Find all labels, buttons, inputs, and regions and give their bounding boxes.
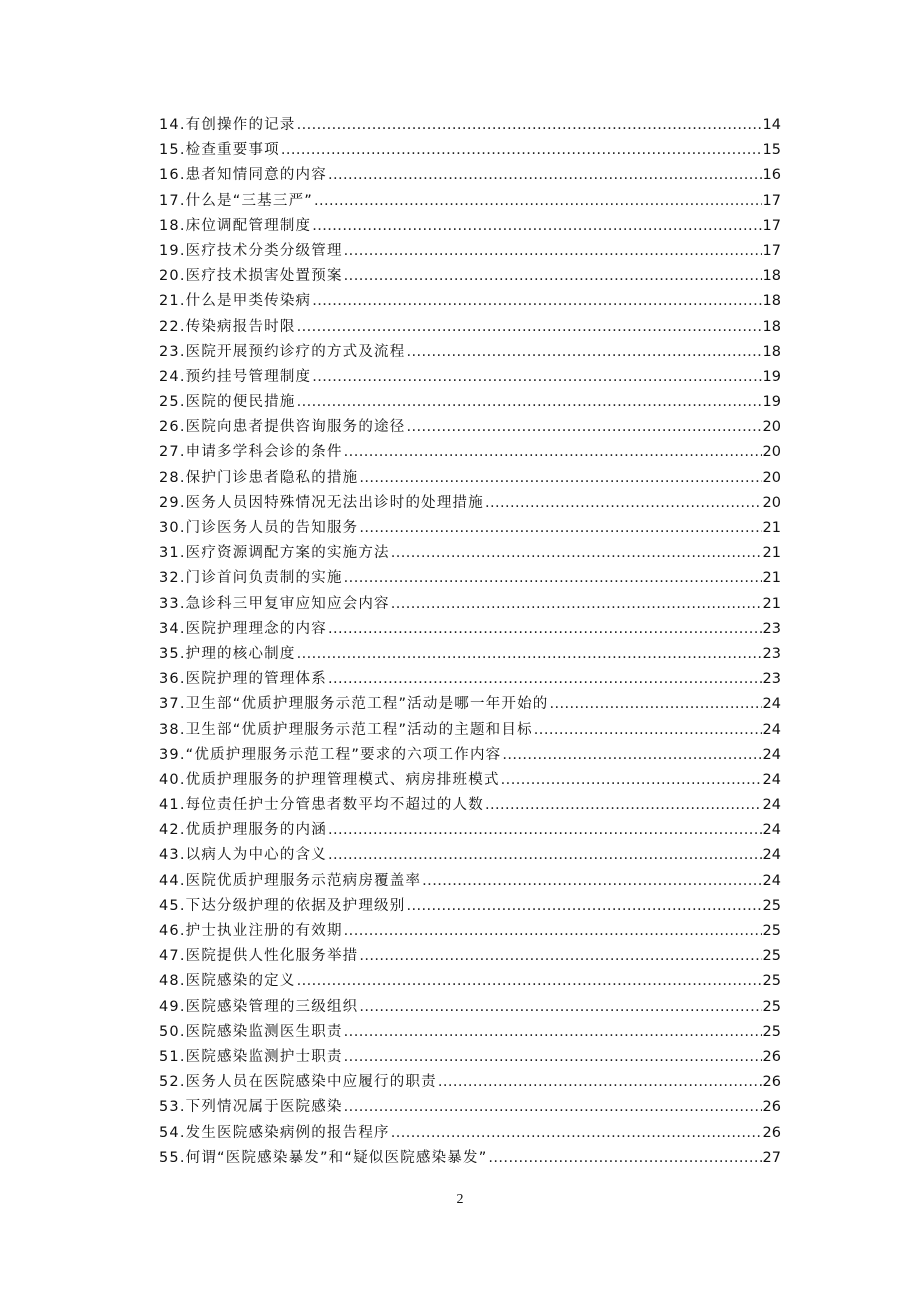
toc-entry[interactable] — [159, 617, 781, 642]
toc-entry[interactable] — [159, 466, 781, 491]
toc-dot-leader — [297, 315, 762, 340]
toc-entry-title: 15.检查重要事项 — [159, 142, 280, 159]
toc-entry-page: 21 — [762, 595, 781, 612]
toc-entry-title: 41.每位责任护士分管患者数平均不超过的人数 — [159, 797, 484, 814]
toc-entry[interactable] — [159, 995, 781, 1020]
toc-entry-page: 19 — [762, 368, 781, 385]
toc-dot-leader — [391, 1121, 762, 1146]
toc-entry-page: 26 — [762, 1048, 781, 1065]
toc-entry[interactable] — [159, 718, 781, 743]
toc-entry[interactable] — [159, 1121, 781, 1146]
toc-entry-title: 21.什么是甲类传染病 — [159, 293, 312, 310]
toc-entry-page: 27 — [762, 1149, 781, 1166]
toc-entry-title: 30.门诊医务人员的告知服务 — [159, 520, 359, 536]
toc-entry-title: 35.护理的核心制度 — [159, 645, 296, 662]
toc-entry-page: 23 — [762, 620, 781, 637]
toc-entry[interactable] — [159, 843, 781, 868]
toc-dot-leader — [406, 415, 761, 440]
toc-entry-page: 18 — [762, 318, 781, 335]
toc-entry[interactable] — [159, 189, 781, 214]
toc-dot-leader — [344, 440, 762, 465]
toc-entry-title: 16.患者知情同意的内容 — [159, 167, 327, 184]
toc-entry-title: 32.门诊首问负责制的实施 — [159, 570, 343, 587]
toc-entry-title: 44.医院优质护理服务示范病房覆盖率 — [159, 872, 422, 889]
toc-entry[interactable] — [159, 869, 781, 894]
toc-entry[interactable] — [159, 214, 781, 239]
toc-entry-title: 27.申请多学科会诊的条件 — [159, 444, 343, 461]
toc-entry-page: 17 — [762, 242, 781, 259]
toc-dot-leader — [438, 1070, 762, 1095]
toc-dot-leader — [297, 390, 762, 415]
toc-entry[interactable] — [159, 440, 781, 465]
toc-entry[interactable] — [159, 793, 781, 818]
toc-entry-page: 18 — [762, 268, 781, 285]
toc-dot-leader — [422, 869, 761, 894]
toc-entry[interactable] — [159, 239, 781, 264]
toc-entry[interactable] — [159, 138, 781, 163]
toc-entry[interactable] — [159, 1020, 781, 1045]
toc-dot-leader — [406, 894, 761, 919]
toc-entry-page: 20 — [762, 419, 781, 436]
toc-entry-page: 23 — [762, 645, 781, 662]
toc-entry-title: 18.床位调配管理制度 — [159, 217, 312, 234]
toc-entry-title: 42.优质护理服务的内涵 — [159, 822, 327, 839]
toc-dot-leader — [344, 239, 762, 264]
toc-entry-page: 24 — [762, 797, 781, 814]
toc-entry-title: 40.优质护理服务的护理管理模式、病房排班模式 — [159, 771, 500, 788]
toc-entry-page: 20 — [762, 444, 781, 461]
toc-entry[interactable] — [159, 415, 781, 440]
toc-dot-leader — [344, 264, 762, 289]
toc-entry-page: 24 — [762, 696, 781, 713]
toc-entry-title: 31.医疗资源调配方案的实施方法 — [159, 545, 390, 562]
toc-entry-page: 24 — [762, 771, 781, 788]
toc-entry-title: 55.何谓“医院感染暴发”和“疑似医院感染暴发” — [159, 1149, 488, 1166]
toc-dot-leader — [312, 365, 761, 390]
toc-dot-leader — [328, 667, 762, 692]
toc-dot-leader — [359, 466, 761, 491]
toc-entry-page: 25 — [762, 973, 781, 990]
toc-entry[interactable] — [159, 969, 781, 994]
toc-dot-leader — [328, 843, 762, 868]
toc-entry[interactable] — [159, 944, 781, 969]
toc-entry[interactable] — [159, 340, 781, 365]
toc-entry-page: 25 — [762, 923, 781, 939]
toc-entry[interactable] — [159, 1070, 781, 1095]
toc-entry-page: 16 — [762, 167, 781, 184]
toc-entry-page: 24 — [762, 721, 781, 738]
toc-entry-page: 20 — [762, 469, 781, 486]
toc-entry-page: 24 — [762, 847, 781, 864]
toc-entry[interactable] — [159, 315, 781, 340]
toc-dot-leader — [344, 1045, 762, 1070]
toc-entry[interactable] — [159, 642, 781, 667]
toc-entry-title: 33.急诊科三甲复审应知应会内容 — [159, 595, 390, 612]
toc-entry-page: 15 — [762, 142, 781, 159]
toc-entry-page: 24 — [762, 872, 781, 889]
toc-dot-leader — [406, 340, 761, 365]
toc-entry-title: 24.预约挂号管理制度 — [159, 368, 312, 385]
toc-dot-leader — [485, 491, 762, 516]
toc-dot-leader — [344, 919, 762, 944]
toc-entry-page: 21 — [762, 570, 781, 587]
toc-entry-title: 39.“优质护理服务示范工程”要求的六项工作内容 — [159, 746, 502, 763]
toc-entry[interactable] — [159, 1045, 781, 1070]
toc-entry-title: 20.医疗技术损害处置预案 — [159, 268, 343, 285]
toc-entry-title: 46.护士执业注册的有效期 — [159, 923, 343, 939]
toc-dot-leader — [297, 642, 762, 667]
toc-dot-leader — [312, 289, 761, 314]
toc-entry-title: 45.下达分级护理的依据及护理级别 — [159, 897, 406, 914]
toc-entry[interactable] — [159, 894, 781, 919]
toc-entry-page: 17 — [762, 192, 781, 209]
toc-entry-title: 29.医务人员因特殊情况无法出诊时的处理措施 — [159, 494, 484, 511]
toc-entry-title: 19.医疗技术分类分级管理 — [159, 242, 343, 259]
toc-entry-title: 54.发生医院感染病例的报告程序 — [159, 1124, 390, 1141]
toc-entry-title: 49.医院感染管理的三级组织 — [159, 998, 359, 1015]
toc-entry[interactable] — [159, 264, 781, 289]
toc-dot-leader — [328, 163, 762, 188]
page-number: 2 — [456, 1192, 464, 1207]
toc-entry[interactable] — [159, 566, 781, 591]
toc-entry-page: 26 — [762, 1074, 781, 1091]
toc-entry-title: 37.卫生部“优质护理服务示范工程”活动是哪一年开始的 — [159, 696, 549, 713]
table-of-contents — [159, 113, 781, 1171]
toc-entry-title: 38.卫生部“优质护理服务示范工程”活动的主题和目标 — [159, 721, 533, 738]
toc-dot-leader — [488, 1146, 761, 1171]
toc-entry-title: 22.传染病报告时限 — [159, 318, 296, 335]
toc-entry-title: 47.医院提供人性化服务举措 — [159, 948, 359, 965]
toc-dot-leader — [502, 743, 761, 768]
toc-entry-title: 53.下列情况属于医院感染 — [159, 1099, 343, 1116]
toc-entry-page: 25 — [762, 998, 781, 1015]
toc-dot-leader — [359, 944, 761, 969]
toc-entry[interactable] — [159, 768, 781, 793]
toc-dot-leader — [297, 969, 762, 994]
toc-dot-leader — [344, 566, 762, 591]
toc-entry-page: 24 — [762, 746, 781, 763]
toc-dot-leader — [359, 516, 761, 541]
toc-entry[interactable] — [159, 289, 781, 314]
toc-dot-leader — [328, 617, 762, 642]
toc-entry[interactable] — [159, 667, 781, 692]
toc-entry-page: 23 — [762, 671, 781, 688]
toc-entry-page: 18 — [762, 293, 781, 310]
toc-entry[interactable] — [159, 390, 781, 415]
toc-dot-leader — [297, 113, 762, 138]
toc-entry[interactable] — [159, 113, 781, 138]
toc-entry-title: 50.医院感染监测医生职责 — [159, 1023, 343, 1040]
toc-entry[interactable] — [159, 541, 781, 566]
toc-entry-title: 51.医院感染监测护士职责 — [159, 1048, 343, 1065]
toc-dot-leader — [281, 138, 762, 163]
toc-entry-page: 25 — [762, 897, 781, 914]
toc-entry-title: 48.医院感染的定义 — [159, 973, 296, 990]
toc-dot-leader — [344, 1095, 762, 1120]
toc-entry-title: 17.什么是“三基三严” — [159, 192, 313, 209]
toc-entry[interactable] — [159, 365, 781, 390]
toc-dot-leader — [328, 818, 762, 843]
toc-dot-leader — [312, 214, 761, 239]
toc-entry[interactable] — [159, 692, 781, 717]
toc-dot-leader — [534, 718, 762, 743]
toc-dot-leader — [314, 189, 762, 214]
toc-dot-leader — [549, 692, 761, 717]
toc-entry[interactable] — [159, 592, 781, 617]
toc-entry-title: 14.有创操作的记录 — [159, 117, 296, 133]
toc-entry[interactable] — [159, 1146, 781, 1171]
toc-entry[interactable] — [159, 163, 781, 188]
toc-entry-page: 19 — [762, 394, 781, 411]
toc-entry[interactable] — [159, 491, 781, 516]
toc-entry-title: 52.医务人员在医院感染中应履行的职责 — [159, 1074, 437, 1091]
toc-entry-page: 17 — [762, 217, 781, 234]
toc-entry[interactable] — [159, 818, 781, 843]
toc-entry[interactable] — [159, 919, 781, 944]
toc-dot-leader — [391, 541, 762, 566]
toc-entry-title: 28.保护门诊患者隐私的措施 — [159, 469, 359, 486]
toc-entry-title: 36.医院护理的管理体系 — [159, 671, 327, 688]
toc-entry-title: 25.医院的便民措施 — [159, 394, 296, 411]
toc-dot-leader — [344, 1020, 762, 1045]
toc-entry-page: 25 — [762, 948, 781, 965]
toc-entry-page: 20 — [762, 494, 781, 511]
toc-list — [159, 113, 781, 1171]
toc-entry-page: 24 — [762, 822, 781, 839]
toc-entry[interactable] — [159, 743, 781, 768]
toc-dot-leader — [359, 995, 761, 1020]
toc-entry[interactable] — [159, 516, 781, 541]
toc-dot-leader — [501, 768, 762, 793]
toc-entry-title: 34.医院护理理念的内容 — [159, 620, 327, 637]
toc-entry-title: 43.以病人为中心的含义 — [159, 847, 327, 864]
toc-entry-page: 21 — [762, 545, 781, 562]
toc-entry-page: 18 — [762, 343, 781, 360]
toc-entry[interactable] — [159, 1095, 781, 1120]
toc-entry-title: 26.医院向患者提供咨询服务的途径 — [159, 419, 406, 436]
toc-dot-leader — [485, 793, 762, 818]
toc-entry-page: 14 — [762, 117, 781, 133]
toc-dot-leader — [391, 592, 762, 617]
toc-entry-title: 23.医院开展预约诊疗的方式及流程 — [159, 343, 406, 360]
toc-entry-page: 26 — [762, 1099, 781, 1116]
toc-entry-page: 26 — [762, 1124, 781, 1141]
toc-entry-page: 21 — [762, 520, 781, 536]
toc-entry-page: 25 — [762, 1023, 781, 1040]
